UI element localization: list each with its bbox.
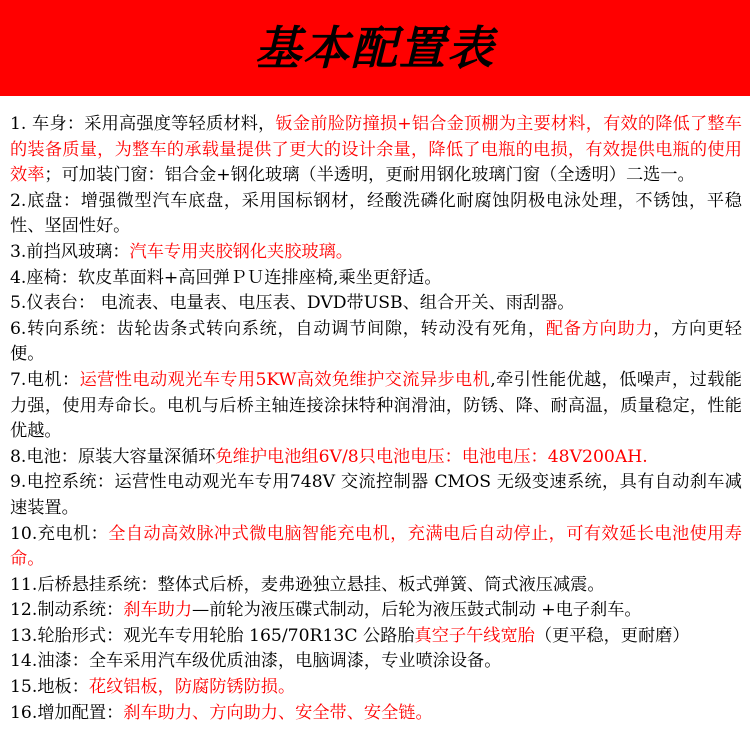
config-item-tire [10,624,742,650]
item-text: 2.底盘：增强微型汽车底盘，采用国标钢材，经酸洗磷化耐腐蚀阴极电泳处理，不锈蚀，平稳性、坚固性好。 [10,190,742,237]
config-list [10,112,742,726]
item-text: 3.前挡风玻璃： [10,241,130,262]
item-highlight: 花纹铝板，防腐防锈防损。 [88,677,296,698]
config-item-suspension [10,573,742,599]
config-item-charger [10,522,742,573]
item-text: 11.后桥悬挂系统：整体式后桥，麦弗逊独立悬挂、板式弹簧、筒式液压减震。 [10,574,605,595]
config-item-extras [10,701,742,727]
config-item-steering [10,317,742,368]
item-highlight: 配备方向助力 [545,318,654,339]
item-text: 14.油漆：全车采用汽车级优质油漆，电脑调漆，专业喷涂设备。 [10,651,502,672]
item-text: （更平稳，更耐磨） [534,625,690,646]
config-item-seat [10,266,742,292]
item-highlight: 真空子午线宽胎 [414,625,535,646]
item-text: ,牵引性能优越，低噪声，过载能力强，使用寿命长。电机与后桥主轴连接涂抹特种润滑油，防锈、降、耐高温，质量稳定，性能优越。 [10,369,742,442]
item-highlight: 钣金前脸防撞损+铝合金顶棚为主要材料，有效的降低了整车的装备质量，为整车的承载量提供了更大的设计余量，降低了电瓶的电损，有效提供电瓶的使用效率 [10,114,742,186]
item-text: 15.地板： [10,677,89,698]
item-text: 9.电控系统：运营性电动观光车专用748V 交流控制器 CMOS 无级变速系统，具有自动刹车减速装置。 [10,472,742,518]
item-text: 10.充电机： [10,523,109,544]
item-text: 6.转向系统：齿轮齿条式转向系统，自动调节间隙，转动没有死角， [10,318,546,339]
config-item-dashboard [10,291,742,317]
config-item-brake [10,598,742,624]
config-item-body [10,112,742,189]
config-item-controller [10,470,742,521]
item-highlight: 运营性电动观光车专用5KW高效免维护交流异步电机 [79,369,491,390]
item-text: 7.电机： [10,369,80,390]
item-highlight: 全自动高效脉冲式微电脑智能充电机，充满电后自动停止，可有效延长电池使用寿命。 [10,523,742,570]
item-text: 16.增加配置： [10,702,124,723]
item-text: 12.制动系统： [10,600,124,621]
item-text: —前轮为液压碟式制动，后轮为液压鼓式制动 +电子刹车。 [192,600,642,621]
page-title: 基本配置表 [255,21,495,75]
header-banner [0,0,750,96]
item-highlight: 汽车专用夹胶钢化夹胶玻璃。 [129,241,353,262]
config-item-paint [10,649,742,675]
item-text: 8.电池：原装大容量深循环 [10,446,216,467]
item-text: 1. 车身：采用高强度等轻质材料， [10,114,276,134]
config-item-windshield [10,240,742,266]
item-text: 5.仪表台： 电流表、电量表、电压表、DVD带USB、组合开关、雨刮器。 [10,293,575,314]
item-text: ；可加装门窗：铝合金+钢化玻璃（半透明，更耐用钢化玻璃门窗（全透明）二选一。 [44,165,695,186]
item-text: 4.座椅：软皮革面料+高回弹ＰＵ连排座椅,乘坐更舒适。 [10,267,442,288]
item-text: ，方向更轻便。 [10,318,742,365]
config-item-battery [10,445,742,471]
item-text: 13.轮胎形式：观光车专用轮胎 165/70R13C 公路胎 [10,625,415,646]
item-highlight: 刹车助力 [123,600,193,621]
config-item-chassis [10,189,742,240]
item-highlight: 刹车助力、方向助力、安全带、安全链。 [123,702,433,723]
config-item-floor [10,675,742,701]
item-highlight: 免维护电池组6V/8只电池电压：电池电压：48V200AH. [215,446,648,467]
config-item-motor [10,368,742,445]
